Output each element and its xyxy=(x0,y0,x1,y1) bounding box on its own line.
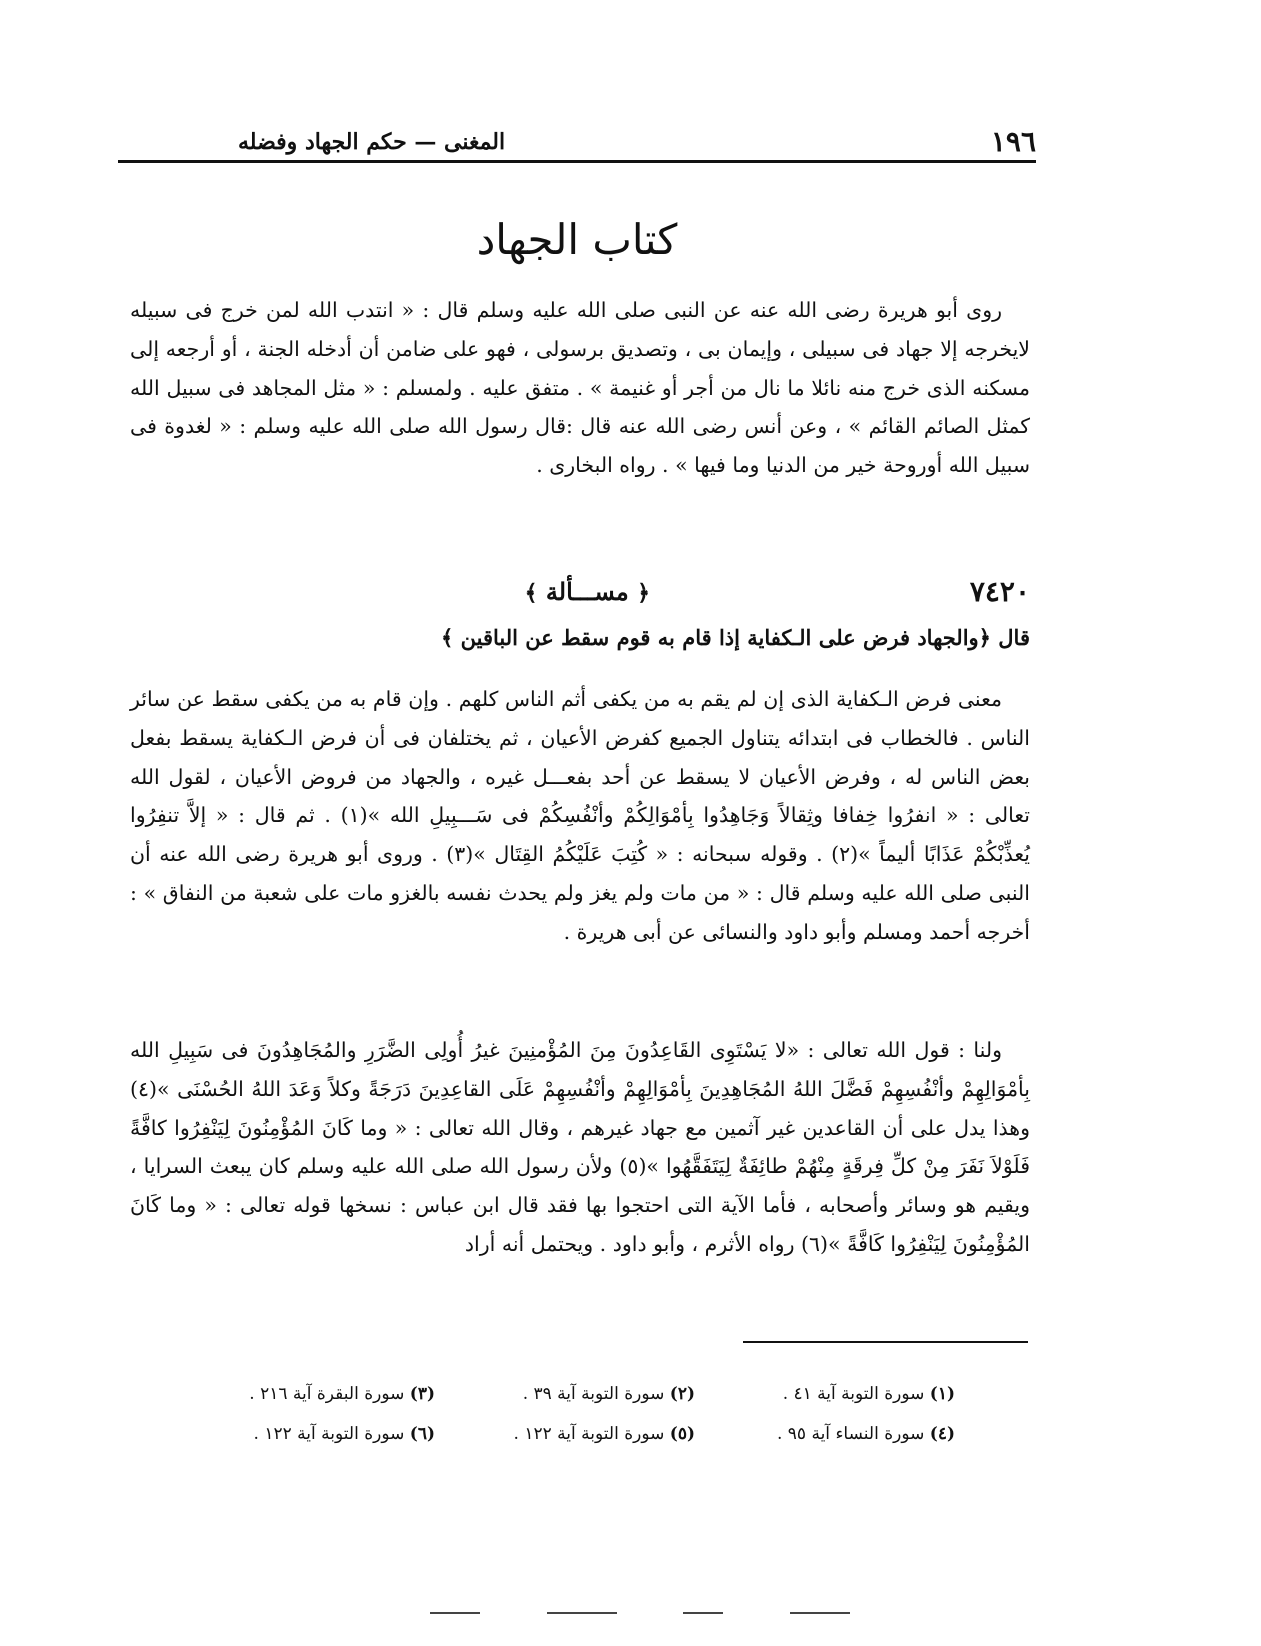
footnote-marker: (٣) xyxy=(409,1384,435,1404)
footnote-item xyxy=(435,1418,695,1450)
footnote-text: سورة التوبة آية ٤١ . xyxy=(782,1384,925,1404)
footnote-item xyxy=(695,1418,955,1450)
scan-artifact-marks xyxy=(430,1612,850,1616)
footnote-item xyxy=(175,1418,435,1450)
scan-mark xyxy=(790,1612,850,1614)
argument-paragraph: ولنا : قول الله تعالى : «لا يَسْتَوِى القَاعِدُونَ مِنَ المُؤْمنِينَ غيرُ أُولِى الضَّرَرِ والمُجَاهِدُونَ فى سَبِيلِ الله بِأمْوَالِهِمْ وأنْفُسِهِمْ فَضَّلَ اللهُ المُجَاهِدِينَ بِأمْوَالِهِمْ وأنْفُسِهِمْ عَلَى القاعِدِينَ دَرَجَةً وكلاً وَعَدَ اللهُ الحُسْنَى »(٤) وهذا يدل على أن القاعدين غير آثمين مع جهاد غيرهم ، وقال الله تعالى : « وما كَانَ المُؤْمِنُونَ لِيَنْفِرُوا كافَّةً فَلَوْلاَ نَفَرَ مِنْ كلِّ فِرقَةٍ مِنْهُمْ طائِفَةٌ لِيَتَفَقَّهُوا »(٥) ولأن رسول الله صلى الله عليه وسلم كان يبعث السرايا ، ويقيم هو وسائر وأصحابه ، فأما الآية التى احتجوا بها فقد قال ابن عباس : نسخها قوله تعالى : « وما كَانَ المُؤْمِنُونَ لِيَنْفِرُوا كَافَّةً »(٦) رواه الأثرم ، وأبو داود . ويحتمل أنه أراد xyxy=(130,1038,1030,1256)
footnote-text: سورة التوبة آية ٣٩ . xyxy=(522,1384,665,1404)
ornament-left: ﴾ xyxy=(524,580,538,606)
footnote-marker: (٢) xyxy=(669,1384,695,1404)
page-number: ١٩٦ xyxy=(990,125,1036,158)
footnotes xyxy=(175,1378,955,1450)
header-rule xyxy=(118,160,1036,163)
running-header-title: المغنى — حكم الجهاد وفضله xyxy=(238,129,506,155)
scan-mark xyxy=(430,1612,480,1614)
scan-mark xyxy=(547,1612,617,1614)
explanation-paragraph: معنى فرض الـكفاية الذى إن لم يقم به من يكفى أثم الناس كلهم . وإن قام به من يكفى سقط عن سائر الناس . فالخطاب فى ابتدائه يتناول الجميع كفرض الأعيان ، ثم يختلفان فى أن فرض الـكفاية يسقط بفعل بعض الناس له ، وفرض الأعيان لا يسقط عن أحد بفعـــل غيره ، والجهاد من فروض الأعيان ، لقول الله تعالى : « انفرُوا خِفافا وثِقالاً وَجَاهِدُوا بِأمْوَالِكُمْ وأنْفُسِكُمْ فى سَـــبِيلِ الله »(١) . ثم قال : « إلاَّ تنفِرُوا يُعذِّبْكُمْ عَذَابًا أليماً »(٢) . وقوله سبحانه : « كُتِبَ عَلَيْكُمُ القِتَال »(٣) . وروى أبو هريرة رضى الله عنه أن النبى صلى الله عليه وسلم قال : « من مات ولم يغز ولم يحدث نفسه بالغزو مات على شعبة من النفاق » : أخرجه أحمد ومسلم وأبو داود والنسائى عن أبى هريرة . xyxy=(130,687,1031,944)
footnote-text: سورة التوبة آية ١٢٢ . xyxy=(253,1424,405,1444)
footnote-item xyxy=(435,1378,695,1410)
footnote-marker: (٤) xyxy=(929,1424,955,1444)
footnote-text: سورة التوبة آية ١٢٢ . xyxy=(513,1424,665,1444)
footnote-text: سورة البقرة آية ٢١٦ . xyxy=(249,1384,405,1404)
issue-label-text: مســـألة xyxy=(545,577,629,606)
footnote-text: سورة النساء آية ٩٥ . xyxy=(776,1424,925,1444)
running-header xyxy=(118,118,1036,158)
footnote-marker: (١) xyxy=(929,1384,955,1404)
issue-number: ٧٤٢٠ xyxy=(969,575,1030,608)
issue-label xyxy=(525,570,650,615)
footnote-item xyxy=(695,1378,955,1410)
matn-quote: قال ﴿والجهاد فرض على الـكفاية إذا قام به قوم سقط عن الباقين ﴾ xyxy=(441,625,1030,650)
footnote-rule xyxy=(743,1341,1028,1343)
scan-mark xyxy=(683,1612,723,1614)
issue-heading xyxy=(130,570,1030,616)
book-title: كتاب الجهاد xyxy=(476,215,678,264)
intro-paragraph: روى أبو هريرة رضى الله عنه عن النبى صلى الله عليه وسلم قال : « انتدب الله لمن خرج فى سبيله لايخرجه إلا جهاد فى سبيلى ، وإيمان بى ، وتصديق برسولى ، فهو على ضامن أن أدخله الجنة ، أو أرجعه إلى مسكنه الذى خرج منه نائلا ما نال من أجر أو غنيمة » . متفق عليه . ولمسلم : « مثل المجاهد فى سبيل الله كمثل الصائم القائم » ، وعن أنس رضى الله عنه قال :قال رسول الله صلى الله عليه وسلم : « لغدوة فى سبيل الله أوروحة خير من الدنيا وما فيها » . رواه البخارى . xyxy=(130,298,1030,478)
footnote-marker: (٥) xyxy=(669,1424,695,1444)
footnote-item xyxy=(175,1378,435,1410)
footnote-marker: (٦) xyxy=(409,1424,435,1444)
ornament-right: ﴿ xyxy=(637,580,650,606)
